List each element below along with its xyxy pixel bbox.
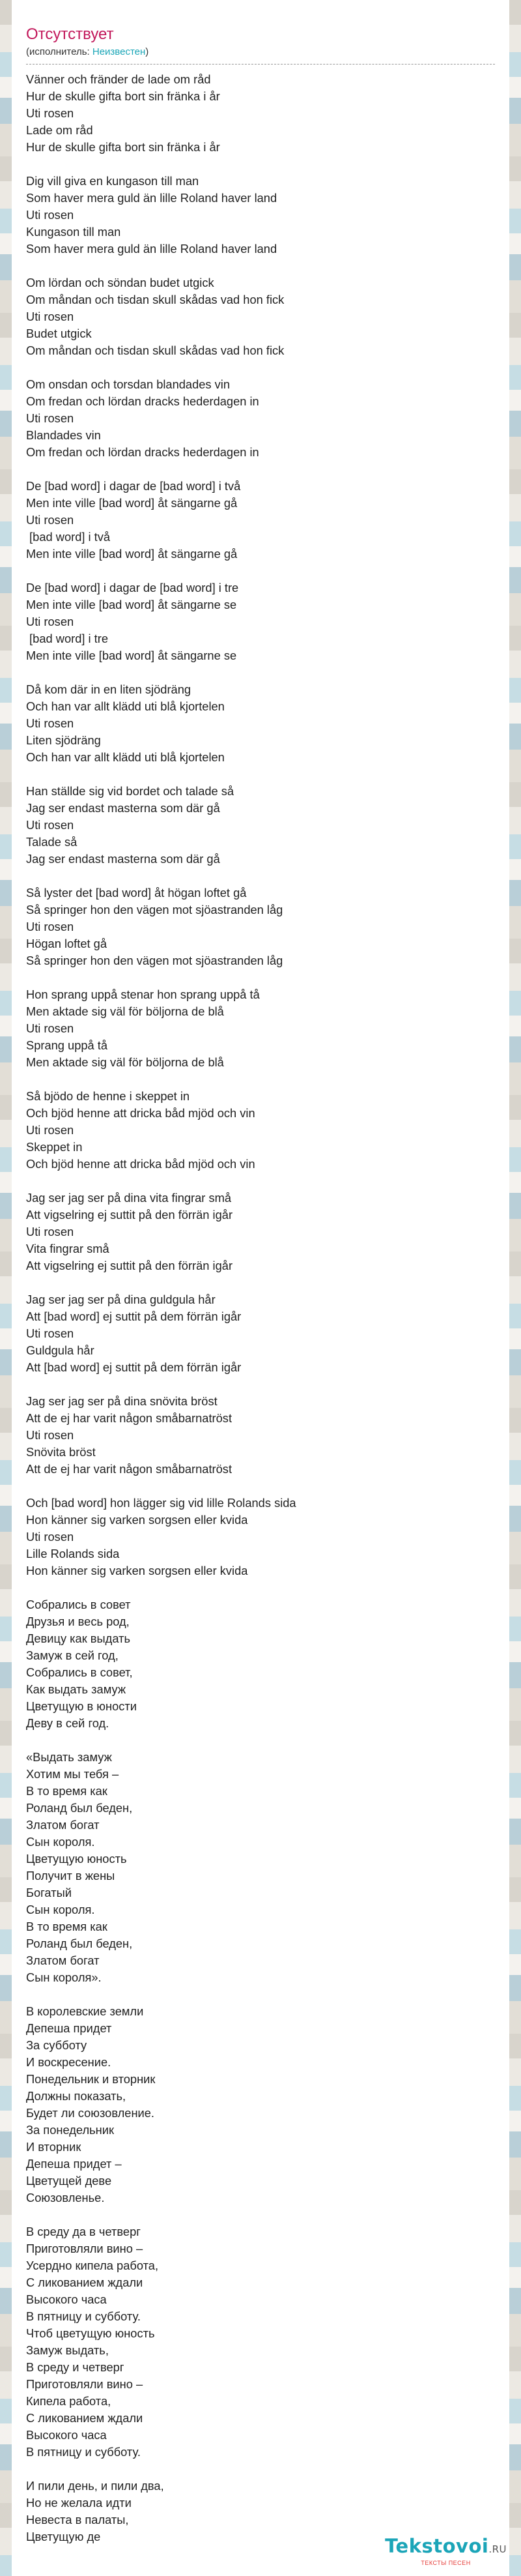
- lyrics-line: Uti rosen: [26, 716, 74, 730]
- lyrics-line: Men inte ville [bad word] åt sängarne se: [26, 649, 237, 662]
- lyrics-line: Uti rosen: [26, 1021, 74, 1035]
- lyrics-line: Men aktade sig väl för böljorna de blå: [26, 1004, 224, 1018]
- lyrics-line: Сын короля.: [26, 1835, 95, 1849]
- lyrics-stanza: [26, 71, 495, 156]
- lyrics-line: Как выдать замуж: [26, 1682, 126, 1696]
- lyrics-line: Приготовляли вино –: [26, 2377, 143, 2391]
- lyrics-line: Hur de skulle gifta bort sin fränka i år: [26, 89, 220, 103]
- lyrics-stanza: [26, 1190, 495, 1274]
- lyrics-line: Усердно кипела работа,: [26, 2259, 159, 2272]
- lyrics-stanza: [26, 173, 495, 257]
- lyrics-stanza: [26, 1495, 495, 1579]
- lyrics-line: Så springer hon den vägen mot sjöastranden låg: [26, 903, 283, 916]
- lyrics-line: Uti rosen: [26, 1225, 74, 1238]
- lyrics-line: Uti rosen: [26, 920, 74, 933]
- lyrics-line: Депеша придет –: [26, 2157, 122, 2171]
- lyrics-line: Uti rosen: [26, 411, 74, 425]
- logo-tld: .RU: [488, 2543, 507, 2555]
- lyrics-line: Att de ej har varit någon småbarnatröst: [26, 1462, 232, 1476]
- lyrics-line: Будет ли союзовление.: [26, 2106, 155, 2120]
- lyrics-stanza: [26, 274, 495, 359]
- lyrics-line: За понедельник: [26, 2123, 114, 2137]
- lyrics-line: Цветущую юность: [26, 1852, 127, 1866]
- lyrics-line: Кипела работа,: [26, 2394, 111, 2408]
- lyrics-line: Союзовленье.: [26, 2191, 105, 2204]
- lyrics-line: Kungason till man: [26, 225, 121, 239]
- lyrics-line: Vänner och fränder de lade om råd: [26, 72, 211, 86]
- lyrics-line: Och [bad word] hon lägger sig vid lille Rolands sida: [26, 1496, 296, 1510]
- artist-prefix: (исполнитель:: [26, 46, 92, 57]
- lyrics-line: Замуж выдать,: [26, 2343, 109, 2357]
- lyrics-line: Девицу как выдать: [26, 1632, 130, 1645]
- lyrics-line: Som haver mera guld än lille Roland haver land: [26, 242, 277, 256]
- lyrics-line: Хотим мы тебя –: [26, 1767, 119, 1781]
- lyrics-line: Цветущую в юности: [26, 1699, 137, 1713]
- lyrics-line: Uti rosen: [26, 615, 74, 628]
- lyrics-line: Uti rosen: [26, 310, 74, 323]
- lyrics-line: И пили день, и пили два,: [26, 2479, 164, 2493]
- lyrics-line: Och bjöd henne att dricka båd mjöd och vin: [26, 1106, 255, 1120]
- lyrics-line: Jag ser endast masterna som där gå: [26, 801, 220, 815]
- lyrics-line: Men inte ville [bad word] åt sängarne se: [26, 598, 237, 611]
- lyrics-line: Uti rosen: [26, 1428, 74, 1442]
- lyrics-line: В среду да в четверг: [26, 2225, 141, 2238]
- lyrics-line: Сын короля.: [26, 1903, 95, 1916]
- lyrics-line: De [bad word] i dagar de [bad word] i tre: [26, 581, 239, 594]
- lyrics-line: Jag ser jag ser på dina guldgula hår: [26, 1293, 216, 1306]
- lyrics-line: И вторник: [26, 2140, 81, 2154]
- lyrics-line: Om fredan och lördan dracks hederdagen in: [26, 394, 259, 408]
- lyrics-line: Собрались в совет: [26, 1598, 131, 1611]
- lyrics-line: В то время как: [26, 1784, 107, 1798]
- lyrics-line: Så bjödo de henne i skeppet in: [26, 1089, 190, 1103]
- lyrics-line: Но не желала идти: [26, 2496, 132, 2510]
- header-divider: [26, 64, 495, 65]
- page-title: Отсутствует: [26, 25, 114, 43]
- lyrics-stanza: [26, 2223, 495, 2461]
- lyrics-line: Чтоб цветущую юность: [26, 2326, 155, 2340]
- lyrics-line: В среду и четверг: [26, 2360, 124, 2374]
- lyrics-line: Om lördan och söndan budet utgick: [26, 276, 214, 289]
- lyrics-line: Skeppet in: [26, 1140, 83, 1154]
- lyrics-line: Så lyster det [bad word] åt högan loftet gå: [26, 886, 247, 900]
- lyrics-line: Snövita bröst: [26, 1445, 96, 1459]
- lyrics-line: В королевские земли: [26, 2004, 144, 2018]
- lyrics-line: Och han var allt klädd uti blå kjortelen: [26, 699, 225, 713]
- lyrics-line: Роланд был беден,: [26, 1801, 133, 1815]
- lyrics-line: Невеста в палаты,: [26, 2513, 129, 2526]
- lyrics-line: Депеша придет: [26, 2021, 112, 2035]
- lyrics-line: За субботу: [26, 2038, 87, 2052]
- lyrics-line: Budet utgick: [26, 327, 92, 340]
- lyrics-line: Lille Rolands sida: [26, 1547, 120, 1560]
- lyrics-line: Роланд был беден,: [26, 1937, 133, 1950]
- lyrics-line: Златом богат: [26, 1818, 100, 1832]
- lyrics-line: Должны показать,: [26, 2089, 126, 2103]
- lyrics-body: [26, 71, 495, 2545]
- lyrics-line: Uti rosen: [26, 1530, 74, 1544]
- lyrics-line: Högan loftet gå: [26, 937, 107, 950]
- lyrics-line: Men inte ville [bad word] åt sängarne gå: [26, 547, 238, 561]
- lyrics-line: Uti rosen: [26, 1326, 74, 1340]
- lyrics-stanza: [26, 885, 495, 969]
- lyrics-line: Och bjöd henne att dricka båd mjöd och vin: [26, 1157, 255, 1171]
- lyrics-line: Om fredan och lördan dracks hederdagen in: [26, 445, 259, 459]
- lyrics-line: Приготовляли вино –: [26, 2242, 143, 2255]
- lyrics-line: [bad word] i tre: [26, 632, 108, 645]
- site-logo[interactable]: [385, 2536, 507, 2567]
- lyrics-line: Men inte ville [bad word] åt sängarne gå: [26, 496, 238, 510]
- lyrics-line: Hon känner sig varken sorgsen eller kvida: [26, 1513, 248, 1527]
- lyrics-line: Uti rosen: [26, 106, 74, 120]
- logo-wordmark: [385, 2536, 507, 2560]
- lyrics-line: Då kom där in en liten sjödräng: [26, 682, 191, 696]
- lyrics-line: Hon sprang uppå stenar hon sprang uppå tå: [26, 988, 260, 1001]
- lyrics-line: Друзья и весь род,: [26, 1615, 130, 1628]
- lyrics-line: С ликованием ждали: [26, 2411, 143, 2425]
- lyrics-line: Lade om råd: [26, 123, 93, 137]
- lyrics-line: Высокого часа: [26, 2292, 107, 2306]
- lyrics-line: Han ställde sig vid bordet och talade så: [26, 784, 234, 798]
- lyrics-line: Och han var allt klädd uti blå kjortelen: [26, 750, 225, 764]
- logo-name: Tekstovoi: [385, 2535, 489, 2557]
- lyrics-line: Guldgula hår: [26, 1343, 94, 1357]
- header: [26, 0, 495, 65]
- lyrics-stanza: [26, 681, 495, 766]
- lyrics-line: В то время как: [26, 1920, 107, 1933]
- lyrics-line: Att vigselring ej suttit på den förrän igår: [26, 1259, 233, 1272]
- lyrics-line: Men aktade sig väl för böljorna de blå: [26, 1055, 224, 1069]
- lyrics-line: Uti rosen: [26, 818, 74, 832]
- lyrics-line: Om onsdan och torsdan blandades vin: [26, 377, 231, 391]
- lyrics-stanza: [26, 1393, 495, 1478]
- lyrics-stanza: [26, 783, 495, 868]
- lyrics-line: Высокого часа: [26, 2428, 107, 2442]
- lyrics-line: Uti rosen: [26, 1123, 74, 1137]
- lyrics-line: Dig vill giva en kungason till man: [26, 174, 199, 188]
- lyrics-page: [12, 0, 509, 2576]
- lyrics-line: Богатый: [26, 1886, 72, 1899]
- lyrics-line: Понедельник и вторник: [26, 2072, 156, 2086]
- lyrics-line: Blandades vin: [26, 428, 101, 442]
- lyrics-line: Liten sjödräng: [26, 733, 101, 747]
- lyrics-line: Att vigselring ej suttit på den förrän igår: [26, 1208, 233, 1222]
- lyrics-line: Цветущую де: [26, 2530, 101, 2543]
- lyrics-line: С ликованием ждали: [26, 2276, 143, 2289]
- lyrics-line: Получит в жены: [26, 1869, 115, 1882]
- lyrics-line: Златом богат: [26, 1954, 100, 1967]
- lyrics-line: Собрались в совет,: [26, 1665, 133, 1679]
- lyrics-line: Деву в сей год.: [26, 1716, 109, 1730]
- lyrics-stanza: [26, 1291, 495, 1376]
- lyrics-line: В пятницу и субботу.: [26, 2309, 141, 2323]
- lyrics-line: Att [bad word] ej suttit på dem förrän igår: [26, 1360, 242, 1374]
- logo-tagline: ТЕКСТЫ ПЕСЕН: [421, 2560, 471, 2566]
- lyrics-stanza: [26, 1088, 495, 1173]
- lyrics-stanza: [26, 1749, 495, 1986]
- lyrics-line: Uti rosen: [26, 208, 74, 222]
- lyrics-line: Talade så: [26, 835, 77, 849]
- lyrics-line: В пятницу и субботу.: [26, 2445, 141, 2459]
- lyrics-line: Цветущей деве: [26, 2174, 112, 2188]
- lyrics-line: Att de ej har varit någon småbarnatröst: [26, 1411, 232, 1425]
- lyrics-line: Jag ser jag ser på dina snövita bröst: [26, 1394, 218, 1408]
- lyrics-stanza: [26, 478, 495, 563]
- lyrics-line: Som haver mera guld än lille Roland haver land: [26, 191, 277, 205]
- lyrics-line: Jag ser endast masterna som där gå: [26, 852, 220, 866]
- lyrics-line: Hon känner sig varken sorgsen eller kvida: [26, 1564, 248, 1577]
- lyrics-line: Hur de skulle gifta bort sin fränka i år: [26, 140, 220, 154]
- lyrics-line: «Выдать замуж: [26, 1750, 112, 1764]
- lyrics-line: De [bad word] i dagar de [bad word] i två: [26, 479, 241, 493]
- lyrics-line: Jag ser jag ser på dina vita fingrar små: [26, 1191, 231, 1205]
- lyrics-line: Сын короля».: [26, 1970, 102, 1984]
- artist-link[interactable]: Неизвестен: [92, 46, 146, 57]
- artist-suffix: ): [145, 46, 149, 57]
- lyrics-stanza: [26, 2003, 495, 2206]
- lyrics-stanza: [26, 376, 495, 461]
- lyrics-line: Замуж в сей год,: [26, 1648, 119, 1662]
- lyrics-line: Om måndan och tisdan skull skådas vad hon fick: [26, 344, 285, 357]
- lyrics-line: Vita fingrar små: [26, 1242, 109, 1255]
- lyrics-line: Att [bad word] ej suttit på dem förrän igår: [26, 1310, 242, 1323]
- lyrics-stanza: [26, 1596, 495, 1732]
- lyrics-line: Uti rosen: [26, 513, 74, 527]
- lyrics-line: [bad word] i två: [26, 530, 111, 544]
- artist-line: [26, 46, 495, 59]
- lyrics-stanza: [26, 579, 495, 664]
- lyrics-line: Om måndan och tisdan skull skådas vad hon fick: [26, 293, 285, 306]
- lyrics-line: Så springer hon den vägen mot sjöastranden låg: [26, 954, 283, 967]
- lyrics-stanza: [26, 986, 495, 1071]
- lyrics-line: Sprang uppå tå: [26, 1038, 108, 1052]
- lyrics-line: И воскресение.: [26, 2055, 111, 2069]
